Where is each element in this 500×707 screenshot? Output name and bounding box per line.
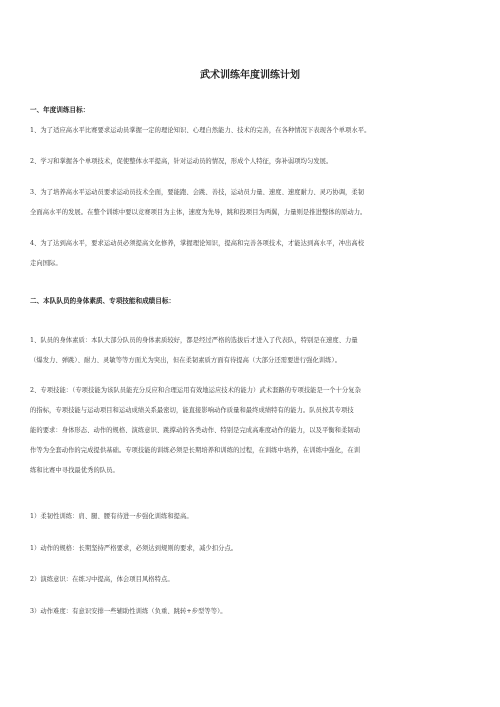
section-2-item-6 [30, 602, 478, 622]
paragraph-line: 的指标，专项技能与运动项目和运动成绩关系最密切，能直接影响动作质量和最终成绩特有的能力。队员按其专项技 [30, 407, 354, 414]
paragraph-line: 1）动作的规格：长期坚持严格要求，必须达到规则的要求，减少扣分点。 [30, 545, 238, 552]
section-2-heading: 二、本队队员的身体素质、专项技能和成绩目标： [30, 297, 176, 305]
paragraph-line: 1）柔韧性训练：肩、腿、腰有待进一步强化训练和提高。 [30, 513, 193, 520]
paragraph-line: 走向国际。 [30, 260, 62, 267]
paragraph-line: 能的要求：身体形态、动作的规格、演练意识、跳撑动的各类动作、特别是完成高难度动作的能力，以及平衡和柔韧动 [30, 427, 361, 434]
paragraph-line: （爆发力、弹跳）、耐力、灵敏等等方面尤为突出，但在柔韧素质方面有待提高（大部分还需要进行强化训练）。 [30, 357, 342, 364]
paragraph-line: 作等为全套动作的完成提供基础。专项技能的训练必须是长期培养和训练的过程，在训练中培养，在训练中强化，在训 [30, 447, 361, 454]
document-title: 武术训练年度训练计划 [200, 70, 300, 81]
section-1-item-3 [30, 183, 478, 223]
paragraph-line: 3）动作难度：有意识安排一些辅助性训练（负重、跳转+步型等等）。 [30, 608, 227, 615]
section-2-item-3 [30, 507, 478, 527]
paragraph-line: 练和比赛中寻找最优秀的队员。 [30, 467, 119, 474]
paragraph-line: 2、专项技能：（专项技能为该队员能充分反应和合理运用有效地运应技术的能力）武术套路的专项技能是一个十分复杂 [30, 387, 361, 394]
section-1-item-4 [30, 234, 478, 274]
section-1-item-2 [30, 152, 478, 172]
section-2-item-4 [30, 539, 478, 559]
section-2-item-2 [30, 381, 478, 481]
section-1-item-1 [30, 121, 478, 141]
section-1-heading: 一、年度训练目标： [30, 106, 90, 114]
section-2-item-1 [30, 331, 478, 371]
paragraph-line: 3、为了培养高水平运动员要求运动员技术全面，要能跑、会跳、善技，运动员力量、速度、速度耐力、灵巧协调，柔韧 [30, 189, 365, 196]
section-2-item-5 [30, 570, 478, 590]
paragraph-line: 1、队员的身体素质：本队大部分队员的身体素质较好，都是经过严格的选拔后才进入了代表队，特别是在速度、力量 [30, 337, 358, 344]
paragraph-line: 全面高水平的发展。在整个训练中要以竞赛项目为主体，速度为先导，跳和投项目为两翼，力量则是推进整体的原动力。 [30, 209, 367, 216]
paragraph-line: 4、为了达到高水平，要求运动员必须提高文化修养，掌握理论知识，提高和完善各项技术，才能达到高水平，冲出高校 [30, 240, 365, 247]
paragraph-line: 2）演练意识：在练习中提高，体会项目风格特点。 [30, 576, 174, 583]
paragraph-line: 1、为了适应高水平比赛要求运动员掌握一定的理论知识、心理自然能力、技术的完善，在各种情况下表现各个单项水平。 [30, 127, 371, 134]
paragraph-line: 2、学习和掌握各个单项技术，促使整体水平提高，针对运动员的情况，形成个人特征，弥补弱项均匀发展。 [30, 158, 333, 165]
